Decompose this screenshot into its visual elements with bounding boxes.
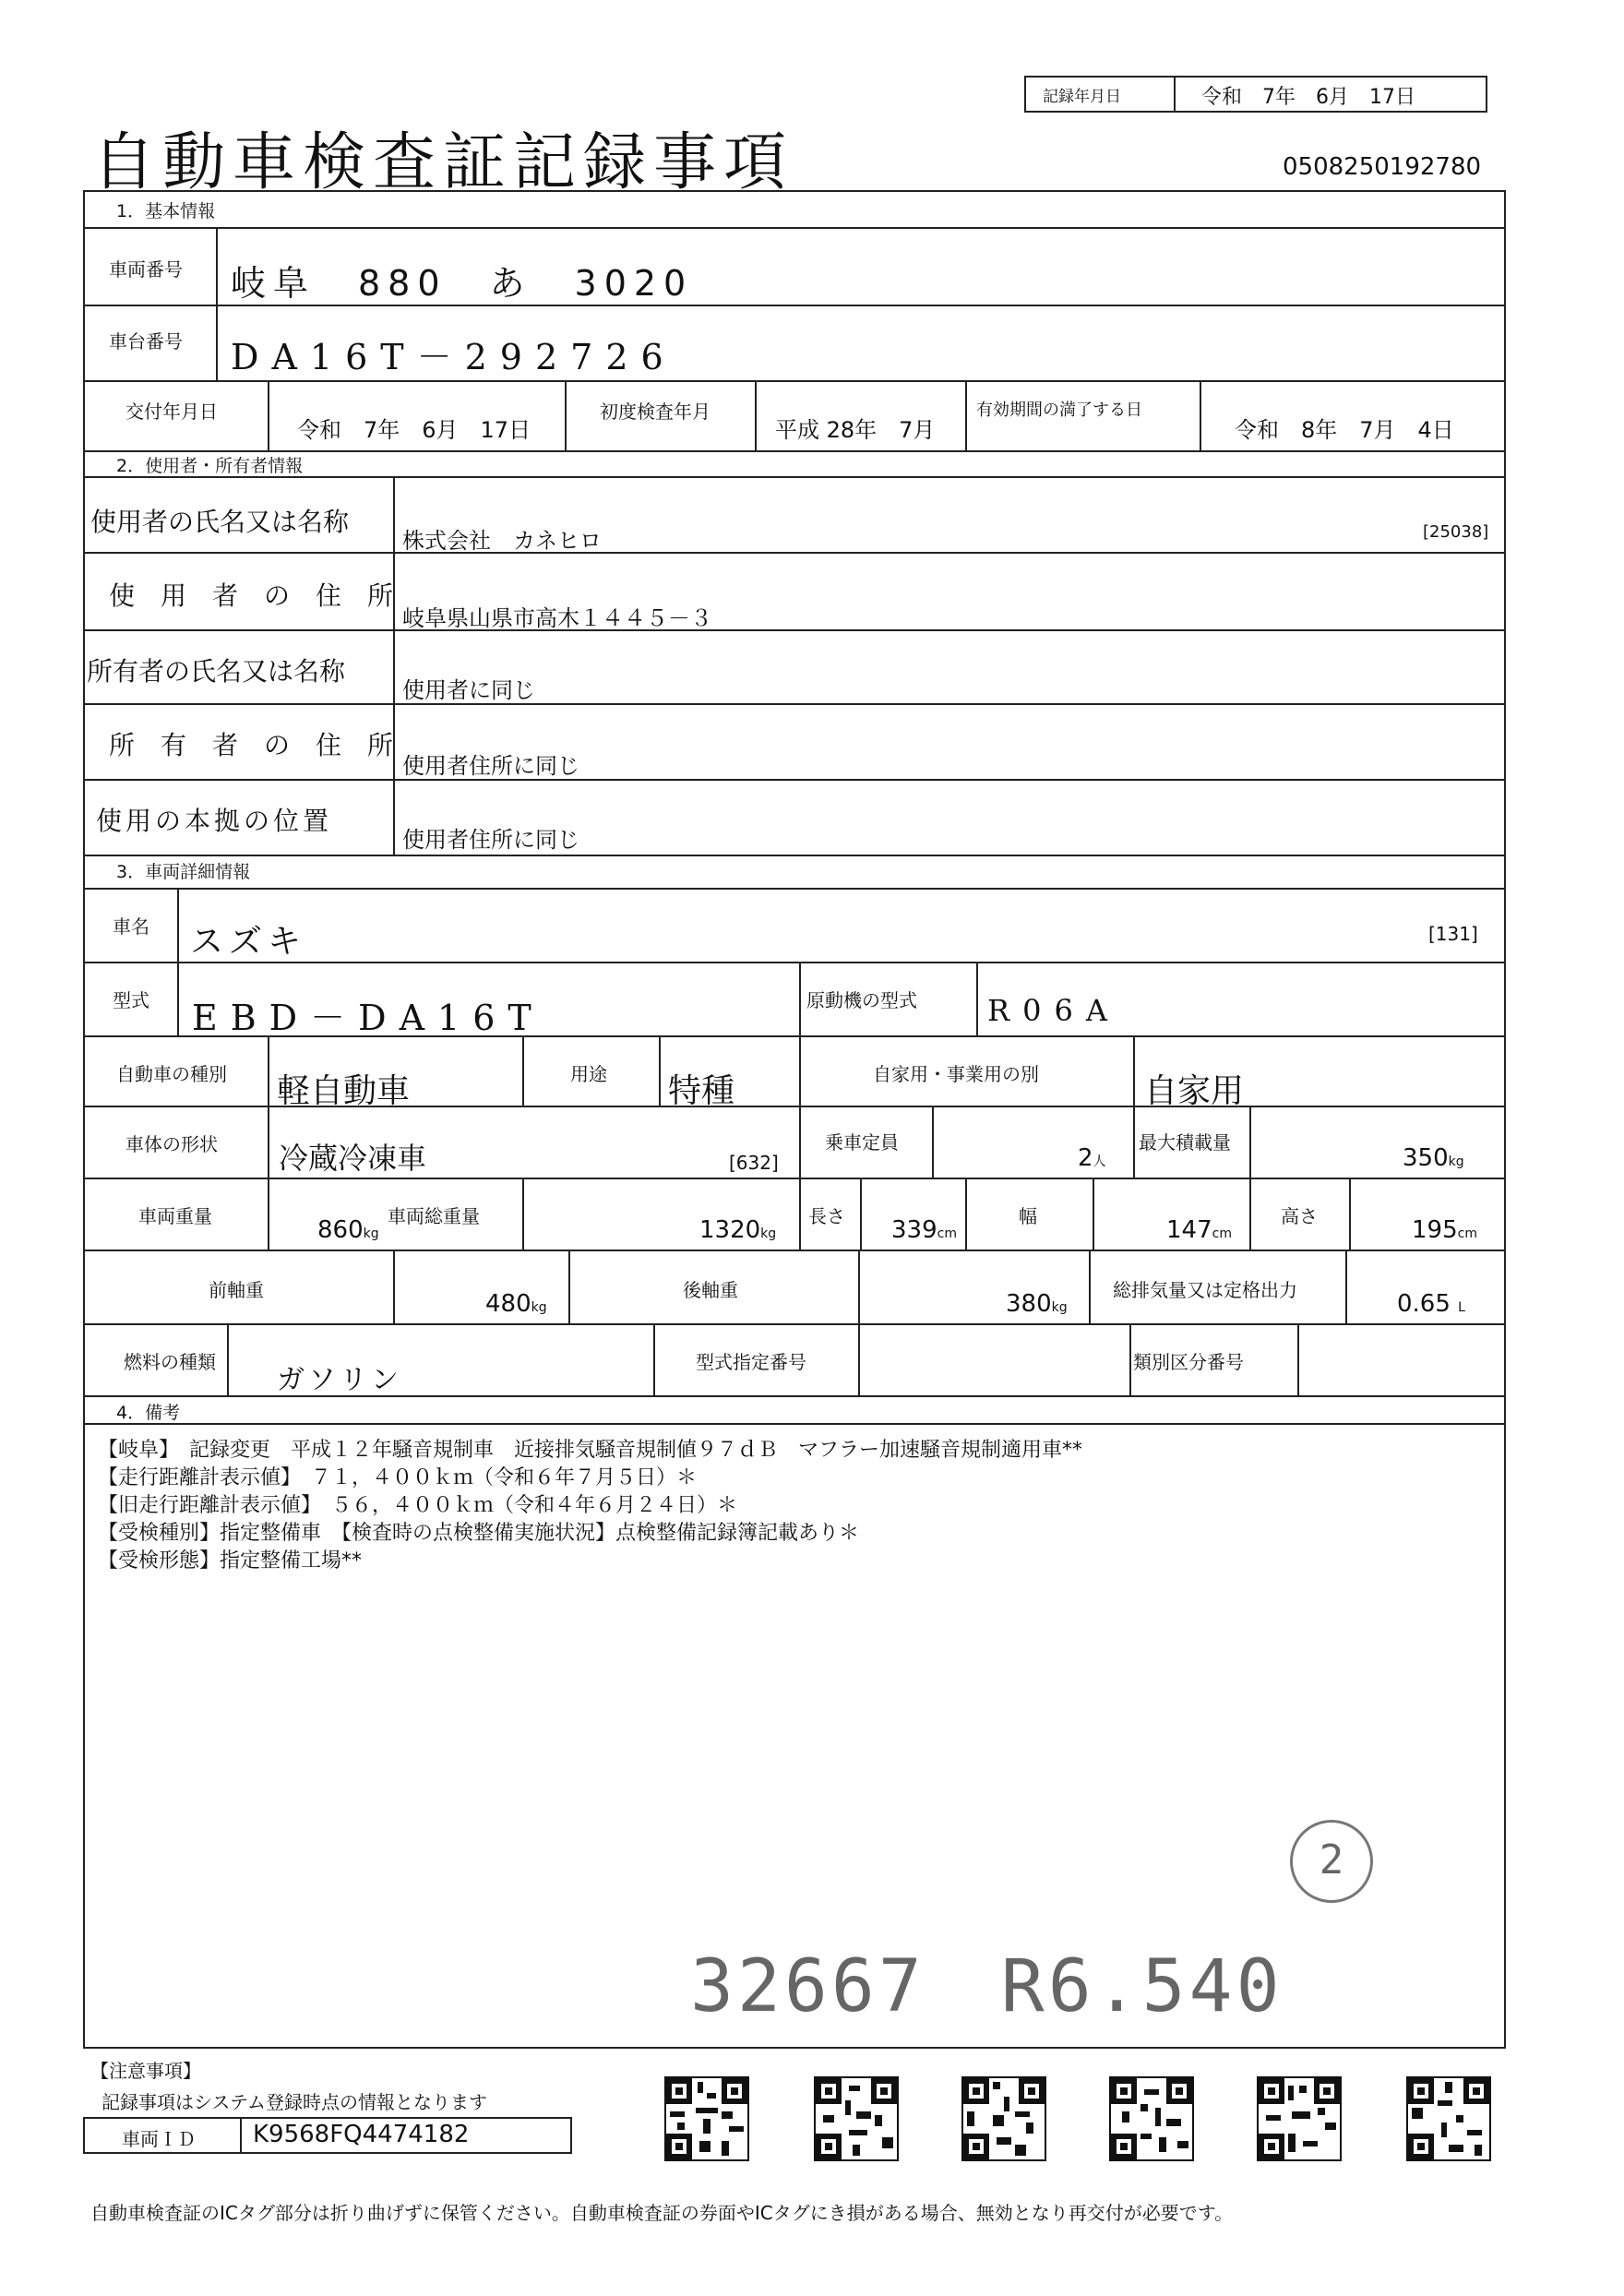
capacity: 2人 <box>1078 1144 1106 1172</box>
front-axle-weight: 480kg <box>485 1290 547 1318</box>
expiry-label: 有効期間の満了する日 <box>976 401 1142 420</box>
private-business-label: 自家用・事業用の別 <box>873 1063 1039 1085</box>
remark-line-3: 【旧走行距離計表示値】 ５６，４００ｋｍ（令和４年６月２４日）＊ <box>98 1494 738 1517</box>
issue-date-label: 交付年月日 <box>125 401 218 423</box>
use-label: 用途 <box>570 1063 607 1085</box>
document-number: 0508250192780 <box>1283 153 1482 181</box>
engine-label: 原動機の型式 <box>806 989 917 1011</box>
model-label: 型式 <box>113 989 149 1011</box>
length-label: 長さ <box>808 1205 845 1227</box>
handwritten-note: 32667 R6.540 <box>690 1945 1284 2028</box>
vehicle-weight-label: 車両重量 <box>138 1205 212 1227</box>
qr-code <box>664 2076 749 2161</box>
first-registration: 平成 28年 7月 <box>775 417 936 443</box>
make-label: 車名 <box>113 915 149 938</box>
model: EBD－DA16T <box>192 998 544 1038</box>
vehicle-weight: 860kg <box>317 1216 379 1244</box>
fuel: ガソリン <box>277 1364 402 1396</box>
vehicle-number-label: 車両番号 <box>109 258 183 281</box>
displacement-label: 総排気量又は定格出力 <box>1113 1279 1297 1301</box>
user-code: [25038] <box>1423 522 1489 542</box>
issue-date: 令和 7年 6月 17日 <box>297 417 531 443</box>
expiry-date: 令和 8年 7月 4日 <box>1235 417 1454 443</box>
rear-axle-weight: 380kg <box>1006 1290 1068 1318</box>
vehicle-id: K9568FQ4474182 <box>253 2121 470 2148</box>
user-name-label: 使用者の氏名又は名称 <box>90 507 350 537</box>
section-remarks-title: 4．備考 <box>116 1403 181 1423</box>
notice-text: 記録事項はシステム登録時点の情報となります <box>102 2091 487 2113</box>
vehicle-kind-label: 自動車の種別 <box>116 1063 227 1085</box>
remark-line-2: 【走行距離計表示値】 ７１，４００ｋｍ（令和６年７月５日）＊ <box>98 1466 698 1489</box>
chassis-number: DA16T－292726 <box>231 337 676 377</box>
length: 339cm <box>891 1216 957 1244</box>
handwritten-circle: 2 <box>1290 1820 1373 1903</box>
owner-address: 使用者住所に同じ <box>402 753 579 779</box>
qr-code <box>1109 2076 1194 2161</box>
width: 147cm <box>1166 1216 1232 1244</box>
qr-code <box>814 2076 899 2161</box>
type-designation-label: 型式指定番号 <box>696 1351 806 1373</box>
record-date: 令和 7年 6月 17日 <box>1201 86 1415 109</box>
qr-code <box>1406 2076 1491 2161</box>
section-basic-title: 1．基本情報 <box>116 201 216 221</box>
remark-line-5: 【受検形態】指定整備工場** <box>98 1549 363 1573</box>
capacity-label: 乗車定員 <box>825 1131 899 1154</box>
use: 特種 <box>668 1072 735 1110</box>
record-date-label: 記録年月日 <box>1043 88 1121 106</box>
chassis-number-label: 車台番号 <box>109 330 183 353</box>
front-axle-label: 前軸重 <box>209 1279 264 1301</box>
section-owner-title: 2．使用者・所有者情報 <box>116 456 304 476</box>
owner-name: 使用者に同じ <box>402 677 535 703</box>
remark-line-1: 【岐阜】 記録変更 平成１２年騒音規制車 近接排気騒音規制値９７ｄＢ マフラー加速騒音規制適用車** <box>98 1439 1083 1462</box>
gross-weight-label: 車両総重量 <box>388 1205 480 1227</box>
height: 195cm <box>1412 1216 1477 1244</box>
qr-code <box>1257 2076 1342 2161</box>
gross-weight: 1320kg <box>699 1216 777 1244</box>
vehicle-id-label: 車両ＩＤ <box>122 2128 196 2150</box>
user-address-label: 使 用 者 の 住 所 <box>109 580 394 611</box>
max-load: 350kg <box>1403 1144 1464 1172</box>
base-location-label: 使用の本拠の位置 <box>96 806 333 836</box>
make-code: [131] <box>1428 923 1478 945</box>
vehicle-number: 岐阜 880 あ 3020 <box>231 263 694 304</box>
user-name: 株式会社 カネヒロ <box>402 528 602 554</box>
page-title: 自動車検査証記録事項 <box>92 126 794 199</box>
section-detail-title: 3．車両詳細情報 <box>116 862 251 882</box>
height-label: 高さ <box>1281 1205 1318 1227</box>
first-registration-label: 初度検査年月 <box>600 401 710 423</box>
max-load-label: 最大積載量 <box>1139 1131 1231 1154</box>
displacement: 0.65 L <box>1397 1290 1465 1318</box>
bottom-note: 自動車検査証のICタグ部分は折り曲げずに保管ください。自動車検査証の券面やICタグにき損がある場合、無効となり再交付が必要です。 <box>90 2202 1234 2224</box>
remark-line-4: 【受検種別】指定整備車 【検査時の点検整備実施状況】点検整備記録簿記載あり＊ <box>98 1522 860 1545</box>
engine-model: R06A <box>987 993 1120 1028</box>
owner-name-label: 所有者の氏名又は名称 <box>87 656 346 687</box>
qr-code <box>961 2076 1046 2161</box>
user-address: 岐阜県山県市高木１４４５－３ <box>402 605 712 631</box>
private-business: 自家用 <box>1144 1072 1245 1110</box>
base-location: 使用者住所に同じ <box>402 827 579 853</box>
width-label: 幅 <box>1019 1205 1037 1227</box>
vehicle-kind: 軽自動車 <box>277 1072 411 1110</box>
owner-address-label: 所 有 者 の 住 所 <box>109 730 394 760</box>
notice-title: 【注意事項】 <box>90 2060 201 2082</box>
fuel-label: 燃料の種類 <box>124 1351 216 1373</box>
body-shape-label: 車体の形状 <box>125 1133 218 1155</box>
category-number-label: 類別区分番号 <box>1133 1351 1244 1373</box>
body-shape: 冷蔵冷凍車 <box>279 1141 427 1176</box>
rear-axle-label: 後軸重 <box>683 1279 738 1301</box>
body-code: [632] <box>729 1152 779 1174</box>
make: スズキ <box>190 923 307 961</box>
